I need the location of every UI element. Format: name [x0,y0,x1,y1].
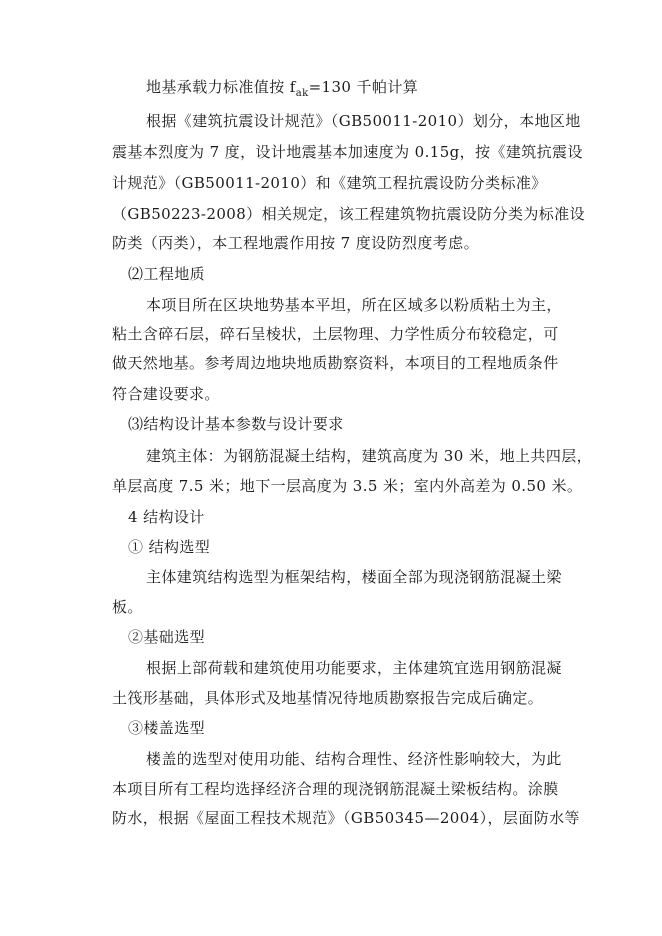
geology-line-3: 做天然地基。参考周边地块地质勘察资料，本项目的工程地质条件 [112,354,559,372]
seismic-line-4: （GB50223-2008）相关规定，该工程建筑物抗震设防分类为标准设 [112,205,585,223]
geology-line-4: 符合建设要求。 [112,385,220,403]
bearing-capacity-line [146,77,418,104]
bearing-subscript: ak [295,88,309,99]
seismic-line-3: 计规范》（GB50011-2010）和《建筑工程抗震设防分类标准》 [112,174,547,192]
heading-engineering-geology: ⑵工程地质 [128,265,206,283]
seismic-line-2: 震基本烈度为 7 度，设计地震基本加速度为 0.15g，按《建筑抗震设 [112,143,583,161]
heading-structural-design: 4 结构设计 [128,508,205,526]
roof-line-2: 本项目所有工程均选择经济合理的现浇钢筋混凝土梁板结构。涂膜 [112,780,559,798]
params-line-2: 单层高度 7.5 米；地下一层高度为 3.5 米；室内外高差为 0.50 米。 [112,477,583,495]
heading-structure-selection: ① 结构选型 [128,538,211,556]
selection-line-2: 板。 [112,598,143,616]
seismic-line-5: 防类（丙类），本工程地震作用按 7 度设防烈度考虑。 [112,234,479,252]
bearing-prefix: 地基承载力标准值按 f [146,78,296,96]
geology-line-2: 粘土含碎石层，碎石呈棱状，土层物理、力学性质分布较稳定，可 [112,325,559,343]
bearing-suffix: =130 千帕计算 [308,78,419,96]
heading-floor-selection: ③楼盖选型 [128,719,206,737]
heading-design-params: ⑶结构设计基本参数与设计要求 [128,415,344,433]
params-line-1: 建筑主体：为钢筋混凝土结构，建筑高度为 30 米，地上共四层， [146,447,593,465]
geology-line-1: 本项目所在区块地势基本平坦，所在区域多以粉质粘土为主， [146,296,562,314]
roof-line-3: 防水，根据《屋面工程技术规范》（GB50345—2004），层面防水等 [112,809,580,827]
roof-line-1: 楼盖的选型对使用功能、结构合理性、经济性影响较大，为此 [146,750,562,768]
heading-foundation-selection: ②基础选型 [128,628,206,646]
foundation-line-1: 根据上部荷载和建筑使用功能要求，主体建筑宜选用钢筋混凝 [146,659,562,677]
seismic-line-1: 根据《建筑抗震设计规范》（GB50011-2010）划分，本地区地 [146,112,581,130]
foundation-line-2: 土筏形基础，具体形式及地基情况待地质勘察报告完成后确定。 [112,689,544,707]
selection-line-1: 主体建筑结构选型为框架结构，楼面全部为现浇钢筋混凝土梁 [146,568,562,586]
